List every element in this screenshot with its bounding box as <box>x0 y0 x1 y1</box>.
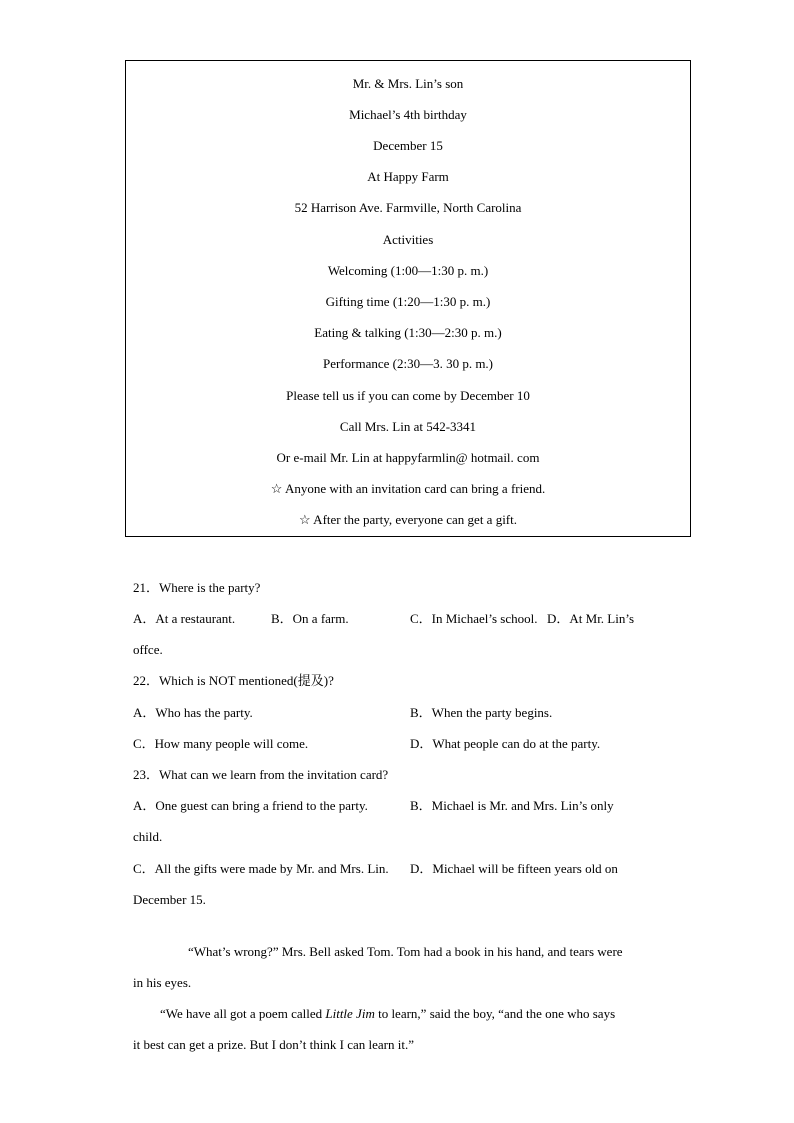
invitation-line: 52 Harrison Ave. Farmville, North Carolina <box>294 200 522 215</box>
question-23-option-a: A．One guest can bring a friend to the party. <box>133 798 368 813</box>
invitation-line: December 15 <box>373 138 443 153</box>
story-text: to learn,” said the boy, “and the one who says <box>374 1006 616 1021</box>
question-22-option-d: D．What people can do at the party. <box>410 736 601 751</box>
question-22-option-b: B．When the party begins. <box>410 705 553 720</box>
story-paragraph-2-line-1 <box>160 1006 615 1022</box>
invitation-line: Performance (2:30—3. 30 p. m.) <box>322 356 494 371</box>
question-23-option-d-continued: December 15. <box>133 892 206 907</box>
invitation-line: Welcoming (1:00—1:30 p. m.) <box>327 263 489 278</box>
question-22-stem: 22．Which is NOT mentioned(提及)? <box>133 673 334 688</box>
question-21-option-c: C．In Michael’s school. <box>410 611 538 626</box>
story-text: “We have all got a poem called <box>160 1006 326 1021</box>
invitation-line: Eating & talking (1:30—2:30 p. m.) <box>314 325 502 340</box>
question-21-option-b: B．On a farm. <box>271 611 349 626</box>
question-21-option-d-continued: offce. <box>133 642 163 657</box>
invitation-line: Or e-mail Mr. Lin at happyfarmlin@ hotmail. com <box>276 450 540 465</box>
question-23-option-b: B．Michael is Mr. and Mrs. Lin’s only <box>410 798 614 813</box>
invitation-line: Please tell us if you can come by December 10 <box>286 388 530 403</box>
invitation-line: At Happy Farm <box>367 169 449 184</box>
question-23-option-b-continued: child. <box>133 829 163 844</box>
question-23-option-d: D．Michael will be fifteen years old on <box>410 861 618 876</box>
invitation-line: Gifting time (1:20—1:30 p. m.) <box>325 294 491 309</box>
story-paragraph-1-line-2: in his eyes. <box>133 975 192 990</box>
question-21-stem: 21．Where is the party? <box>133 580 261 595</box>
invitation-line: ☆ Anyone with an invitation card can bring a friend. <box>270 481 546 496</box>
invitation-card <box>125 60 691 537</box>
invitation-line: ☆ After the party, everyone can get a gift. <box>299 512 517 527</box>
invitation-line: Mr. & Mrs. Lin’s son <box>352 76 464 91</box>
invitation-line: Activities <box>382 232 434 247</box>
question-22-option-c: C．How many people will come. <box>133 736 309 751</box>
question-23-stem: 23．What can we learn from the invitation card? <box>133 767 389 782</box>
invitation-line: Call Mrs. Lin at 542-3341 <box>339 419 477 434</box>
question-23-option-c: C．All the gifts were made by Mr. and Mrs. Lin. <box>133 861 389 876</box>
story-paragraph-1-line-1: “What’s wrong?” Mrs. Bell asked Tom. Tom had a book in his hand, and tears were <box>188 944 623 959</box>
story-paragraph-2-line-2: it best can get a prize. But I don’t think I can learn it.” <box>133 1037 414 1052</box>
question-21-option-d: D．At Mr. Lin’s <box>547 611 635 626</box>
question-22-option-a: A．Who has the party. <box>133 705 253 720</box>
poem-title: Little Jim <box>325 1006 375 1021</box>
question-21-option-a: A．At a restaurant. <box>133 611 236 626</box>
invitation-line: Michael’s 4th birthday <box>349 107 467 122</box>
